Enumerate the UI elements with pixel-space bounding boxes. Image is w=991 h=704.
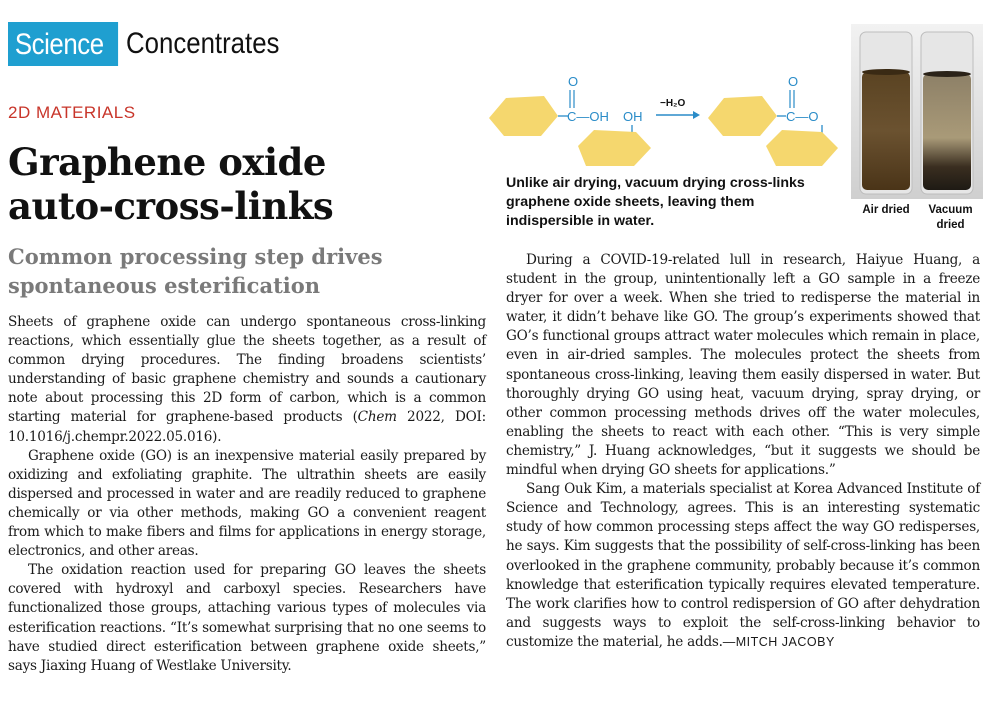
go-sheet-middle [578, 130, 651, 166]
journal-name: Chem [357, 409, 397, 426]
lead-text-b: 2022, DOI: 10.1016/j.chempr.2022.05.016). [8, 409, 486, 445]
scheme-c-oh: C—OH [567, 109, 609, 124]
go-sheet-bottom-right [766, 130, 838, 166]
scheme-arrow-label: −H₂O [660, 98, 686, 109]
section-brand [8, 22, 304, 66]
body-column-2 [506, 251, 980, 652]
paragraph-5 [506, 480, 980, 652]
scheme-o-right: O [788, 74, 799, 89]
go-sheet-left [489, 96, 558, 136]
air-dried-liquid [862, 72, 910, 190]
headline [8, 140, 478, 228]
label-vacuum-dried: Vacuum dried [928, 204, 973, 231]
paragraph-3: The oxidation reaction used for preparing GO leaves the sheets covered with hydroxyl and carboxyl species. Researchers have functionalized those groups, attaching various types of molecules via esterification reactions. “It’s somewhat surprising that no one seems to have studied direct esterification between graphene oxide sheets,” says Jiaxing Huang of Westlake University. [8, 562, 486, 674]
headline-line-2: auto-cross-links [8, 184, 334, 228]
paragraph-5-text: Sang Ouk Kim, a materials specialist at Korea Advanced Institute of Science and Technology, agrees. This is an interesting systematic study of how common processing steps affect the way GO redisperses, he says. Kim suggests that the possibility of self-cross-linking has been overlooked in the graphene community, probably because it’s common knowledge that esterification typically requires elevated temperature. The work clarifies how to control redispersion of GO after dehydration and suggests ways to exploit the self-cross-linking behavior to customize the material, he adds. [506, 481, 980, 650]
brand-concentrates: Concentrates [126, 27, 280, 60]
figure-caption: Unlike air drying, vacuum drying cross-links graphene oxide sheets, leaving them indispersible in water. [506, 175, 805, 229]
reaction-arrow-head [693, 111, 700, 119]
paragraph-lead [8, 313, 486, 447]
go-sheet-right [708, 96, 777, 136]
section-kicker: 2D MATERIALS [8, 103, 136, 122]
paragraph-2: Graphene oxide (GO) is an inexpensive material easily prepared by oxidizing and exfoliating graphite. The ultrathin sheets are easily dispersed and processed in water and are readily reduced to graphene chemically or via other methods, making GO a convenient reagent from which to make fibers and films for applications in energy storage, electronics, and other areas. [8, 447, 486, 560]
paragraph-4: During a COVID-19-related lull in research, Haiyue Huang, a student in the group, unintentionally left a GO sample in a freeze dryer for over a week. When she tried to redisperse the material in water, it didn’t behave like GO. The group’s experiments showed that GO’s functional groups attract water molecules which remain in place, even in air-dried samples. The molecules protect the sheets from spontaneous cross-linking, leaving them easily dispersed in water. But thoroughly drying GO using heat, vacuum drying, spray drying, or other common processing methods drives off the water molecules, enabling the sheets to react with each other. “This is very simple chemistry,” J. Huang acknowledges, “but it suggests we should be mindful when drying GO sheets for applications.” [506, 252, 980, 479]
byline: —MITCH JACOBY [722, 634, 835, 649]
vacuum-dried-liquid [923, 74, 971, 190]
headline-line-1: Graphene oxide [8, 140, 326, 184]
label-air-dried: Air dried [862, 204, 910, 216]
body-column-1 [8, 313, 486, 676]
esterification-scheme [486, 70, 846, 170]
scheme-oh: OH [623, 109, 643, 124]
scheme-c-o: C—O [786, 109, 819, 124]
vial-photo [851, 24, 983, 199]
brand-science: Science [8, 22, 118, 66]
subhead: Common processing step drives spontaneous esterification [8, 244, 383, 298]
scheme-o-left: O [568, 74, 579, 89]
lead-text-a: Sheets of graphene oxide can undergo spontaneous cross-linking reactions, which essentially glue the sheets together, as a result of common drying procedures. The finding broadens scientists’ understanding of basic graphene chemistry and sounds a cautionary note about processing this 2D form of carbon, which is a common starting material for graphene-based products ( [8, 314, 486, 426]
